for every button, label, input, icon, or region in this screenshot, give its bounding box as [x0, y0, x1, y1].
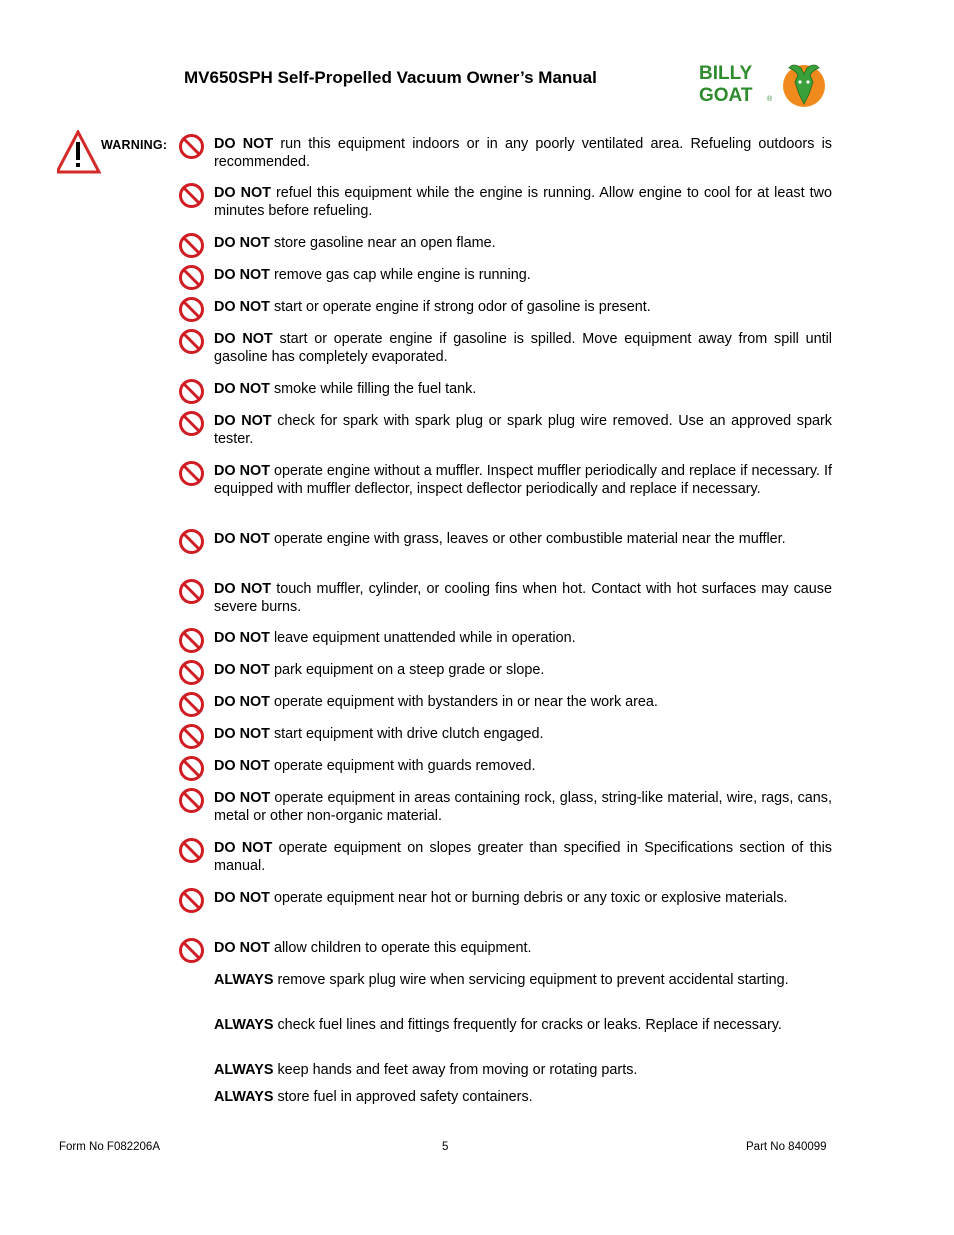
item-text: operate equipment with guards removed.	[269, 758, 536, 774]
item-keyword: DO NOT	[214, 381, 270, 397]
item-keyword: ALWAYS	[214, 1062, 274, 1078]
do-not-item	[214, 380, 832, 398]
prohibition-icon	[178, 755, 205, 782]
item-keyword: DO NOT	[214, 136, 274, 152]
item-text: keep hands and feet away from moving or rotating parts.	[273, 1062, 638, 1078]
do-not-item	[214, 462, 832, 498]
item-keyword: DO NOT	[214, 185, 271, 201]
do-not-item	[214, 725, 832, 743]
always-item	[214, 1016, 832, 1034]
item-text: check fuel lines and fittings frequently for cracks or leaks. Replace if necessary.	[273, 1017, 782, 1033]
prohibition-icon	[178, 264, 205, 291]
item-text: operate engine without a muffler. Inspect muffler periodically and replace if necessary. If equipped with muffler deflector, inspect deflector periodically and replace if necessary.	[214, 463, 832, 497]
item-keyword: DO NOT	[214, 581, 272, 597]
item-keyword: ALWAYS	[214, 1017, 274, 1033]
item-text: operate equipment with bystanders in or near the work area.	[269, 694, 658, 710]
item-text: leave equipment unattended while in operation.	[269, 630, 576, 646]
do-not-item	[214, 939, 832, 957]
do-not-item	[214, 298, 832, 316]
item-keyword: DO NOT	[214, 726, 270, 742]
item-keyword: ALWAYS	[214, 972, 274, 988]
svg-text:BILLY: BILLY	[699, 63, 753, 84]
prohibition-icon	[178, 528, 205, 555]
do-not-item	[214, 757, 832, 775]
do-not-item	[214, 889, 832, 907]
form-number: Form No F082206A	[59, 1141, 160, 1153]
item-text: remove spark plug wire when servicing equipment to prevent accidental starting.	[273, 972, 789, 988]
do-not-item	[214, 580, 832, 616]
warning-triangle-icon	[57, 130, 175, 176]
item-text: store fuel in approved safety containers.	[273, 1089, 533, 1105]
prohibition-icon	[178, 691, 205, 718]
item-keyword: DO NOT	[214, 694, 270, 710]
prohibition-icon	[178, 787, 205, 814]
prohibition-icon	[178, 460, 205, 487]
item-keyword: DO NOT	[214, 662, 270, 678]
item-keyword: DO NOT	[214, 840, 273, 856]
prohibition-icon	[178, 887, 205, 914]
do-not-item	[214, 330, 832, 366]
item-text: start or operate engine if strong odor of gasoline is present.	[269, 299, 651, 315]
prohibition-icon	[178, 296, 205, 323]
item-keyword: DO NOT	[214, 531, 270, 547]
prohibition-icon	[178, 937, 205, 964]
item-text: operate equipment in areas containing rock, glass, string-like material, wire, rags, cans, metal or other non-organic material.	[214, 790, 832, 824]
item-text: run this equipment indoors or in any poorly ventilated area. Refueling outdoors is recommended.	[214, 136, 832, 170]
do-not-item	[214, 789, 832, 825]
do-not-item	[214, 693, 832, 711]
prohibition-icon	[178, 659, 205, 686]
prohibition-icon	[178, 627, 205, 654]
billy-goat-logo	[697, 58, 827, 112]
svg-text:®: ®	[767, 96, 773, 103]
do-not-item	[214, 266, 832, 284]
item-text: operate engine with grass, leaves or other combustible material near the muffler.	[269, 531, 786, 547]
item-text: touch muffler, cylinder, or cooling fins when hot. Contact with hot surfaces may cause severe burns.	[214, 581, 832, 615]
do-not-item	[214, 234, 832, 252]
prohibition-icon	[178, 837, 205, 864]
item-text: remove gas cap while engine is running.	[269, 267, 531, 283]
item-keyword: DO NOT	[214, 630, 270, 646]
item-keyword: DO NOT	[214, 413, 272, 429]
item-text: start or operate engine if gasoline is spilled. Move equipment away from spill until gasoline has completely evaporated.	[214, 331, 832, 365]
part-number: Part No 840099	[746, 1141, 827, 1153]
always-item	[214, 1061, 832, 1079]
do-not-item	[214, 629, 832, 647]
item-keyword: ALWAYS	[214, 1089, 274, 1105]
prohibition-icon	[178, 232, 205, 259]
item-text: start equipment with drive clutch engaged.	[269, 726, 544, 742]
do-not-item	[214, 135, 832, 171]
prohibition-icon	[178, 723, 205, 750]
svg-text:GOAT: GOAT	[699, 85, 753, 106]
prohibition-icon	[178, 578, 205, 605]
warning-label: WARNING:	[101, 138, 168, 152]
item-keyword: DO NOT	[214, 890, 270, 906]
do-not-item	[214, 184, 832, 220]
item-text: check for spark with spark plug or spark plug wire removed. Use an approved spark tester.	[214, 413, 832, 447]
item-text: operate equipment on slopes greater than specified in Specifications section of this manual.	[214, 840, 832, 874]
prohibition-icon	[178, 378, 205, 405]
page-number: 5	[442, 1141, 449, 1153]
do-not-item	[214, 661, 832, 679]
prohibition-icon	[178, 410, 205, 437]
page-title: MV650SPH Self-Propelled Vacuum Owner’s Manual	[184, 68, 597, 87]
item-keyword: DO NOT	[214, 331, 273, 347]
do-not-item	[214, 412, 832, 448]
do-not-item	[214, 839, 832, 875]
always-item	[214, 971, 832, 989]
item-keyword: DO NOT	[214, 463, 270, 479]
item-keyword: DO NOT	[214, 758, 270, 774]
always-item	[214, 1088, 832, 1106]
do-not-item	[214, 530, 832, 548]
item-text: allow children to operate this equipment.	[269, 940, 532, 956]
item-keyword: DO NOT	[214, 790, 271, 806]
item-keyword: DO NOT	[214, 940, 270, 956]
item-keyword: DO NOT	[214, 299, 270, 315]
item-text: operate equipment near hot or burning debris or any toxic or explosive materials.	[269, 890, 788, 906]
item-keyword: DO NOT	[214, 267, 270, 283]
item-text: refuel this equipment while the engine is running. Allow engine to cool for at least two minutes before refueling.	[214, 185, 832, 219]
prohibition-icon	[178, 328, 205, 355]
item-keyword: DO NOT	[214, 235, 270, 251]
item-text: park equipment on a steep grade or slope.	[269, 662, 545, 678]
prohibition-icon	[178, 133, 205, 160]
prohibition-icon	[178, 182, 205, 209]
item-text: smoke while filling the fuel tank.	[269, 381, 477, 397]
item-text: store gasoline near an open flame.	[269, 235, 496, 251]
